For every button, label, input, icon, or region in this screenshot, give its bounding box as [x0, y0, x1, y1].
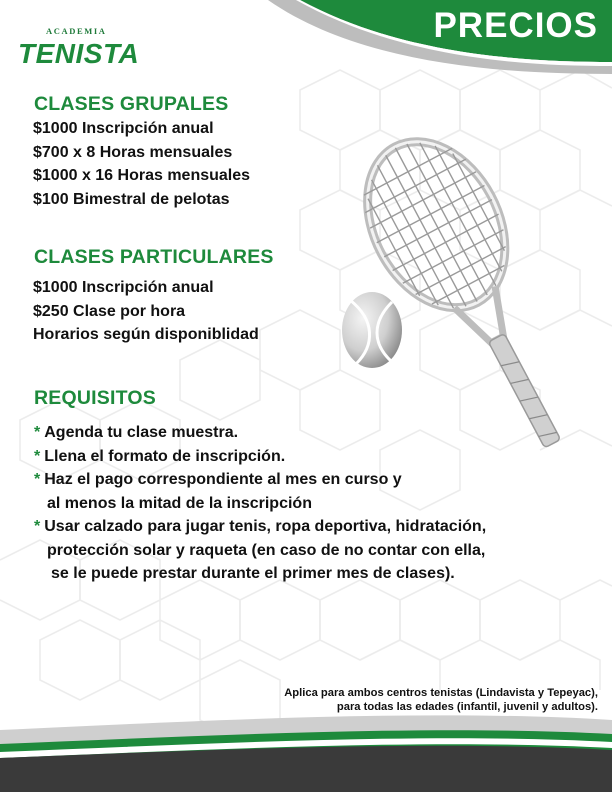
- bullet-star-icon: *: [34, 518, 41, 535]
- academia-tenista-logo: [18, 26, 140, 76]
- list-item-continuation: al menos la mitad de la inscripción: [47, 494, 312, 512]
- footnote-line: Aplica para ambos centros tenistas (Lindavista y Tepeyac),: [284, 687, 598, 699]
- bullet-star-icon: *: [34, 447, 41, 465]
- list-item-continuation: se le puede prestar durante el primer mes de clases).: [51, 565, 455, 582]
- list-item: Horarios según disponiblidad: [33, 326, 259, 343]
- tennis-ball-image: [342, 292, 402, 368]
- list-item: * Llena el formato de inscripción.: [34, 447, 286, 465]
- list-item: * Haz el pago correspondiente al mes en curso y: [34, 471, 402, 488]
- list-item: * Agenda tu clase muestra.: [34, 424, 239, 441]
- list-item: $1000 Inscripción anual: [33, 279, 214, 296]
- list-item: $1000 x 16 Horas mensuales: [33, 167, 251, 184]
- logo-subtitle: ACADEMIA: [46, 26, 107, 36]
- bullet-star-icon: *: [34, 424, 41, 441]
- footnote: [284, 686, 598, 714]
- grupales-heading: CLASES GRUPALES: [34, 93, 229, 115]
- list-item-continuation: protección solar y raqueta (en caso de no contar con ella,: [47, 541, 486, 559]
- list-item: $1000 Inscripción anual: [33, 120, 214, 137]
- list-item: $250 Clase por hora: [33, 302, 186, 320]
- requisitos-list: [34, 421, 486, 586]
- list-item: $100 Bimestral de pelotas: [33, 190, 230, 208]
- particulares-list: [33, 276, 259, 347]
- particulares-heading: CLASES PARTICULARES: [34, 246, 274, 268]
- logo-name: TENISTA: [18, 38, 140, 69]
- grupales-list: [33, 117, 250, 211]
- list-item: $700 x 8 Horas mensuales: [33, 143, 233, 161]
- requisitos-heading: REQUISITOS: [34, 387, 156, 409]
- footnote-line: para todas las edades (infantil, juvenil y adultos).: [336, 701, 598, 713]
- list-item: * Usar calzado para jugar tenis, ropa deportiva, hidratación,: [34, 518, 487, 535]
- page-title: PRECIOS: [433, 6, 598, 45]
- bullet-star-icon: *: [34, 471, 41, 488]
